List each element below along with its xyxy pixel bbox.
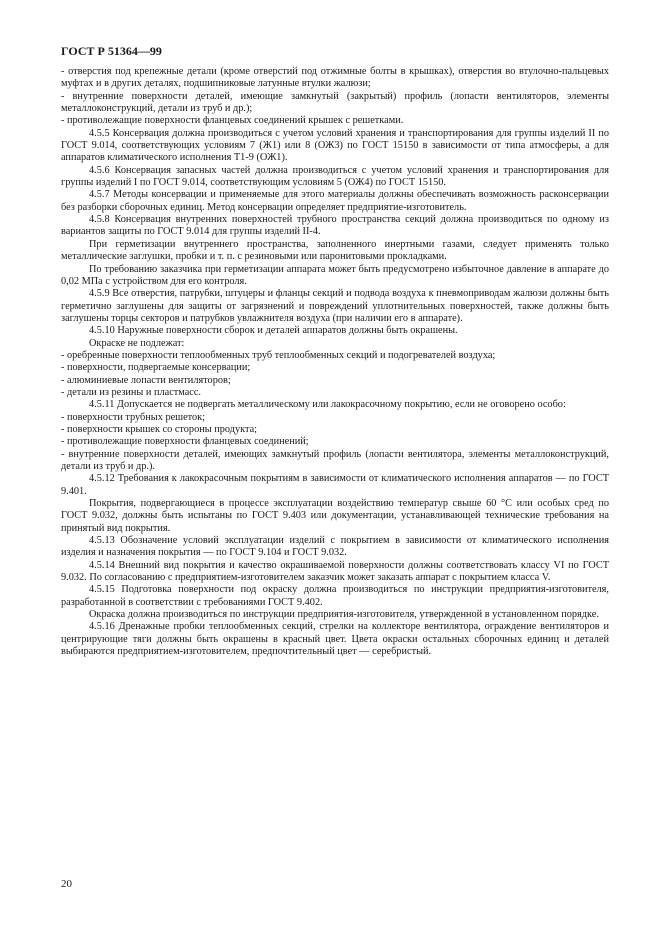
page-number: 20 [61, 878, 72, 890]
paragraph: 4.5.6 Консервация запасных частей должна производиться с учетом условий хранения и транспортирования для группы изделий I по ГОСТ 9.014, соответствующим условиям 5 (ОЖ4) по ГОСТ 15150. [61, 164, 609, 189]
paragraph: 4.5.16 Дренажные пробки теплообменных секций, стрелки на коллекторе вентилятора, ограждение вентиляторов и центрирующие тяги должны быть окрашены в красный цвет. Цвета окраски остальных сборочных единиц и деталей выбираются предприятием-изготовителем, предпочтительный цвет — серебристый. [61, 621, 609, 658]
paragraph: 4.5.15 Подготовка поверхности под окраску должна производиться по инструкции предприятия-изготовителя, разработанной в соответствии с требованиями ГОСТ 9.402. [61, 584, 609, 608]
paragraph: - детали из резины и пластмасс. [61, 386, 202, 398]
paragraph: По требованию заказчика при герметизации аппарата может быть предусмотрено избыточное давление в аппарате до 0,02 МПа с устройством для его контроля. [61, 263, 609, 287]
paragraph: Окраске не подлежат: [89, 337, 185, 349]
paragraph: - отверстия под крепежные детали (кроме отверстий под отжимные болты в крышках), отверстия во втулочно-пальцевых муфтах и в других деталях, подшипниковые латунные втулки жалюзи; [61, 66, 609, 90]
paragraph: - поверхности крышек со стороны продукта; [61, 423, 258, 435]
paragraph: 4.5.14 Внешний вид покрытия и качество окрашиваемой поверхности должны соответствовать классу VI по ГОСТ 9.032. По согласованию с предприятием-изготовителем заказчик может заказать аппарат с покрытием класса V. [61, 559, 609, 584]
paragraph: - внутренние поверхности деталей, имеющие замкнутый (закрытый) профиль (лопасти вентиляторов, элементы металлоконструкций, детали из труб и др.); [61, 90, 609, 115]
document-body [61, 66, 609, 659]
paragraph: - поверхности, подвергаемые консервации; [61, 362, 251, 374]
paragraph: 4.5.11 Допускается не подвергать металлическому или лакокрасочному покрытию, если не оговорено особо: [89, 399, 566, 411]
paragraph: 4.5.12 Требования к лакокрасочным покрытиям в зависимости от климатического исполнения аппаратов — по ГОСТ 9.401. [61, 473, 609, 497]
paragraph: 4.5.10 Наружные поверхности сборок и деталей аппаратов должны быть окрашены. [89, 325, 458, 337]
paragraph: При герметизации внутреннего пространства, заполненного инертными газами, следует применять только металлические заглушки, пробки и т. п. с резиновыми или паронитовыми прокладками. [61, 238, 609, 263]
paragraph: 4.5.8 Консервация внутренних поверхностей трубного пространства секций должна производиться по одному из вариантов защиты по ГОСТ 9.014 для группы изделий II-4. [61, 214, 609, 238]
paragraph: - поверхности трубных решеток; [61, 411, 206, 423]
paragraph: - внутренние поверхности деталей, имеющих замкнутый профиль (лопасти вентилятора, элементы металлоконструкций, детали из труб и др.). [61, 448, 609, 472]
paragraph: Покрытия, подвергающиеся в процессе эксплуатации воздействию температур свыше 60 °С или особых сред по ГОСТ 9.032, должны быть испытаны по ГОСТ 9.403 или документации, устанавливающей технические требования на принятый вид покрытия. [61, 498, 609, 534]
paragraph: - алюминиевые лопасти вентиляторов; [61, 374, 231, 386]
paragraph: - оребренные поверхности теплообменных труб теплообменных секций и подогревателей воздуха; [61, 349, 496, 361]
paragraph: 4.5.9 Все отверстия, патрубки, штуцеры и фланцы секций и подвода воздуха к пневмоприводам жалюзи должны быть герметично заглушены для защиты от загрязнений и повреждений уплотнительных поверхностей, также должны быть заглушены торцы секторов и патрубков увлажнителя воздуха (при наличии его в аппарате). [61, 288, 609, 324]
standard-header: ГОСТ Р 51364—99 [61, 44, 162, 58]
paragraph: 4.5.5 Консервация должна производиться с учетом условий хранения и транспортирования для группы изделий II по ГОСТ 9.014, соответствующих условиям 7 (Ж1) или 8 (ОЖ3) по ГОСТ 15150 в зависимости от типа атмосферы, а для аппаратов климатического исполнения Т1-9 (ОЖ1). [61, 127, 609, 164]
paragraph: - противолежащие поверхности фланцевых соединений крышек с решетками. [61, 115, 404, 127]
paragraph: Окраска должна производиться по инструкции предприятия-изготовителя, утвержденной в установленном порядке. [89, 609, 599, 621]
paragraph: - противолежащие поверхности фланцевых соединений; [61, 436, 309, 448]
paragraph: 4.5.7 Методы консервации и применяемые для этого материалы должны обеспечивать возможность расконсервации без разборки сборочных единиц. Метод консервации определяет предприятие-изготовитель. [61, 189, 609, 213]
paragraph: 4.5.13 Обозначение условий эксплуатации изделий с покрытием в зависимости от климатического исполнения изделия и назначения покрытия — по ГОСТ 9.104 и ГОСТ 9.032. [61, 535, 609, 559]
